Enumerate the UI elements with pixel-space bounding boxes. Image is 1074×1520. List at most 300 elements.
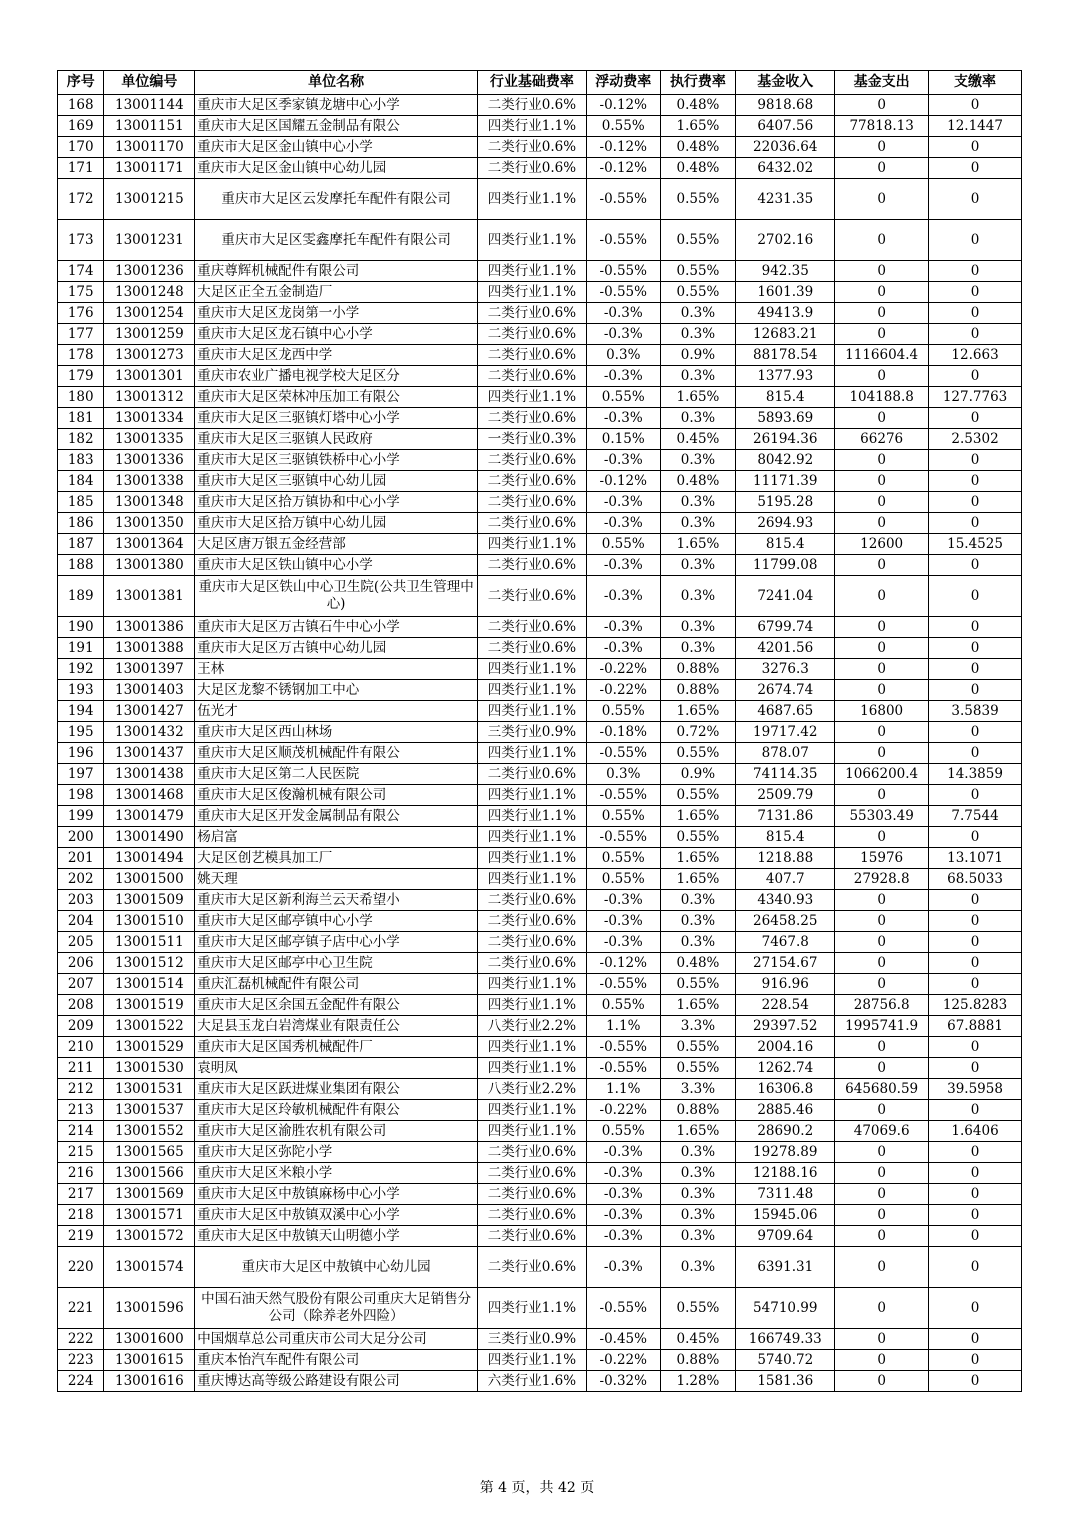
table-cell: 0.3% (660, 555, 736, 576)
table-cell: 6391.31 (736, 1247, 835, 1288)
table-row (58, 366, 1022, 387)
header-cell: 单位名称 (195, 71, 478, 95)
table-cell: -0.55% (586, 179, 660, 220)
table-cell: -0.55% (586, 282, 660, 303)
table-cell: 四类行业1.1% (477, 387, 586, 408)
table-cell: 四类行业1.1% (477, 220, 586, 261)
table-cell: 二类行业0.6% (477, 911, 586, 932)
table-cell: 166749.33 (736, 1329, 835, 1350)
table-cell: -0.55% (586, 1288, 660, 1329)
table-cell: 13001236 (104, 261, 195, 282)
table-cell: 重庆市大足区中敖镇天山明德小学 (195, 1226, 478, 1247)
table-cell: -0.32% (586, 1371, 660, 1392)
table-cell: 208 (58, 995, 104, 1016)
table-cell: 重庆博达高等级公路建设有限公司 (195, 1371, 478, 1392)
table-cell: 二类行业0.6% (477, 408, 586, 429)
table-cell: 0.55% (586, 534, 660, 555)
table-cell: 8042.92 (736, 450, 835, 471)
table-cell: 四类行业1.1% (477, 785, 586, 806)
table-cell: 0.88% (660, 1100, 736, 1121)
table-cell: 0 (835, 1205, 929, 1226)
table-cell: 1601.39 (736, 282, 835, 303)
table-row (58, 1184, 1022, 1205)
table-cell: 1.65% (660, 995, 736, 1016)
table-cell: 1.65% (660, 116, 736, 137)
table-cell: 重庆市大足区余国五金配件有限公 (195, 995, 478, 1016)
table-cell: 55303.49 (835, 806, 929, 827)
table-cell: 185 (58, 492, 104, 513)
table-cell: 0 (929, 953, 1022, 974)
table-cell: 13001350 (104, 513, 195, 534)
table-cell: 13001566 (104, 1163, 195, 1184)
table-cell: 袁明凤 (195, 1058, 478, 1079)
table-cell: 四类行业1.1% (477, 116, 586, 137)
table-cell: 0.55% (660, 743, 736, 764)
table-cell: 13001254 (104, 303, 195, 324)
table-cell: 0 (835, 450, 929, 471)
table-cell: 0.55% (660, 827, 736, 848)
table-cell: 0.55% (660, 974, 736, 995)
table-cell: 重庆市大足区西山林场 (195, 722, 478, 743)
table-cell: 174 (58, 261, 104, 282)
table-cell: 重庆市大足区米粮小学 (195, 1163, 478, 1184)
table-cell: -0.55% (586, 220, 660, 261)
table-cell: 四类行业1.1% (477, 534, 586, 555)
table-cell: 5740.72 (736, 1350, 835, 1371)
table-cell: 二类行业0.6% (477, 324, 586, 345)
table-cell: 13.1071 (929, 848, 1022, 869)
table-cell: 177 (58, 324, 104, 345)
table-cell: 11171.39 (736, 471, 835, 492)
table-cell: 2509.79 (736, 785, 835, 806)
table-cell: 195 (58, 722, 104, 743)
table-cell: -0.22% (586, 659, 660, 680)
table-cell: 13001388 (104, 638, 195, 659)
table-cell: 二类行业0.6% (477, 366, 586, 387)
table-cell: 0.48% (660, 137, 736, 158)
table-cell: 13001231 (104, 220, 195, 261)
table-cell: 13001215 (104, 179, 195, 220)
table-cell: 重庆市大足区中敖镇麻杨中心小学 (195, 1184, 478, 1205)
table-cell: 0 (835, 158, 929, 179)
table-cell: 13001301 (104, 366, 195, 387)
table-cell: 0 (929, 555, 1022, 576)
table-row (58, 261, 1022, 282)
table-cell: 0.55% (586, 848, 660, 869)
table-cell: 39.5958 (929, 1079, 1022, 1100)
table-row (58, 932, 1022, 953)
table-cell: 1995741.9 (835, 1016, 929, 1037)
table-cell: -0.3% (586, 1142, 660, 1163)
table-cell: 7467.8 (736, 932, 835, 953)
table-cell: 88178.54 (736, 345, 835, 366)
table-cell: -0.3% (586, 513, 660, 534)
table-cell: 0 (929, 1163, 1022, 1184)
table-cell: 213 (58, 1100, 104, 1121)
table-cell: 13001171 (104, 158, 195, 179)
table-row (58, 701, 1022, 722)
table-cell: 168 (58, 95, 104, 116)
table-cell: 1.65% (660, 701, 736, 722)
table-cell: 13001616 (104, 1371, 195, 1392)
table-cell: 77818.13 (835, 116, 929, 137)
table-cell: 0 (929, 137, 1022, 158)
table-cell: 姚天理 (195, 869, 478, 890)
table-cell: -0.18% (586, 722, 660, 743)
table-cell: 1581.36 (736, 1371, 835, 1392)
table-cell: 重庆市大足区龙岗第一小学 (195, 303, 478, 324)
table-cell: 942.35 (736, 261, 835, 282)
table-cell: 204 (58, 911, 104, 932)
table-cell: 183 (58, 450, 104, 471)
table-cell: 大足区正全五金制造厂 (195, 282, 478, 303)
table-cell: 13001529 (104, 1037, 195, 1058)
table-row (58, 827, 1022, 848)
table-cell: 重庆市大足区俊瀚机械有限公司 (195, 785, 478, 806)
table-cell: 1262.74 (736, 1058, 835, 1079)
table-cell: 三类行业0.9% (477, 722, 586, 743)
table-cell: 49413.9 (736, 303, 835, 324)
table-cell: 重庆市大足区雯鑫摩托车配件有限公司 (195, 220, 478, 261)
table-cell: 0 (929, 974, 1022, 995)
table-cell: 0 (835, 617, 929, 638)
table-cell: 四类行业1.1% (477, 282, 586, 303)
table-body (58, 95, 1022, 1392)
table-cell: -0.3% (586, 450, 660, 471)
table-row (58, 408, 1022, 429)
table-cell: 1.65% (660, 806, 736, 827)
table-cell: 二类行业0.6% (477, 1184, 586, 1205)
table-row (58, 1205, 1022, 1226)
table-cell: 13001494 (104, 848, 195, 869)
table-cell: -0.12% (586, 158, 660, 179)
table-cell: 4687.65 (736, 701, 835, 722)
table-cell: 12.663 (929, 345, 1022, 366)
table-cell: 212 (58, 1079, 104, 1100)
table-cell: 1.65% (660, 387, 736, 408)
header-cell: 单位编号 (104, 71, 195, 95)
table-cell: 2674.74 (736, 680, 835, 701)
table-cell: 7241.04 (736, 576, 835, 617)
table-cell: 9818.68 (736, 95, 835, 116)
table-cell: 0 (929, 95, 1022, 116)
table-row (58, 345, 1022, 366)
table-cell: 重庆市大足区金山镇中心小学 (195, 137, 478, 158)
table-cell: 二类行业0.6% (477, 764, 586, 785)
table-row (58, 1037, 1022, 1058)
table-cell: 221 (58, 1288, 104, 1329)
table-cell: 12683.21 (736, 324, 835, 345)
table-row (58, 450, 1022, 471)
table-cell: 重庆市大足区中敖镇双溪中心小学 (195, 1205, 478, 1226)
table-cell: 重庆市大足区开发金属制品有限公 (195, 806, 478, 827)
table-cell: 13001386 (104, 617, 195, 638)
table-cell: 0 (929, 303, 1022, 324)
table-row (58, 576, 1022, 617)
table-cell: -0.55% (586, 827, 660, 848)
table-cell: 重庆市大足区金山镇中心幼儿园 (195, 158, 478, 179)
table-cell: 182 (58, 429, 104, 450)
table-cell: 127.7763 (929, 387, 1022, 408)
table-cell: 7311.48 (736, 1184, 835, 1205)
table-cell: 0.3% (586, 345, 660, 366)
table-cell: 0 (835, 513, 929, 534)
table-cell: 二类行业0.6% (477, 513, 586, 534)
table-cell: 重庆市大足区龙石镇中心小学 (195, 324, 478, 345)
table-cell: 220 (58, 1247, 104, 1288)
table-cell: 13001490 (104, 827, 195, 848)
table-cell: 68.5033 (929, 869, 1022, 890)
table-cell: 0 (929, 324, 1022, 345)
table-cell: 13001338 (104, 471, 195, 492)
table-cell: -0.22% (586, 1100, 660, 1121)
table-cell: 0 (835, 220, 929, 261)
table-cell: 13001569 (104, 1184, 195, 1205)
table-cell: 200 (58, 827, 104, 848)
table-cell: 13001509 (104, 890, 195, 911)
table-cell: 0 (835, 492, 929, 513)
table-row (58, 220, 1022, 261)
table-cell: 0 (835, 261, 929, 282)
table-cell: 13001248 (104, 282, 195, 303)
table-cell: 9709.64 (736, 1226, 835, 1247)
table-cell: 0 (835, 785, 929, 806)
table-cell: 二类行业0.6% (477, 1163, 586, 1184)
table-cell: 201 (58, 848, 104, 869)
table-row (58, 1371, 1022, 1392)
table-cell: 815.4 (736, 534, 835, 555)
table-cell: 二类行业0.6% (477, 95, 586, 116)
table-cell: 0.48% (660, 471, 736, 492)
table-cell: 0.9% (660, 764, 736, 785)
table-cell: 215 (58, 1142, 104, 1163)
table-cell: 169 (58, 116, 104, 137)
table-cell: 13001336 (104, 450, 195, 471)
table-cell: -0.3% (586, 911, 660, 932)
table-cell: 211 (58, 1058, 104, 1079)
table-row (58, 995, 1022, 1016)
table-cell: 0 (835, 555, 929, 576)
table-cell: 0 (835, 680, 929, 701)
table-cell: 八类行业2.2% (477, 1016, 586, 1037)
table-cell: 重庆市大足区三驱镇人民政府 (195, 429, 478, 450)
table-cell: 0 (835, 638, 929, 659)
table-cell: 13001364 (104, 534, 195, 555)
table-cell: -0.3% (586, 1205, 660, 1226)
table-cell: 0 (929, 617, 1022, 638)
data-table (57, 70, 1022, 1392)
table-row (58, 1288, 1022, 1329)
table-cell: 13001531 (104, 1079, 195, 1100)
table-row (58, 534, 1022, 555)
table-cell: 二类行业0.6% (477, 1226, 586, 1247)
table-cell: 四类行业1.1% (477, 261, 586, 282)
table-cell: -0.55% (586, 1058, 660, 1079)
table-cell: 重庆市大足区弥陀小学 (195, 1142, 478, 1163)
table-cell: 2694.93 (736, 513, 835, 534)
table-cell: 916.96 (736, 974, 835, 995)
table-cell: 11799.08 (736, 555, 835, 576)
table-cell: 四类行业1.1% (477, 848, 586, 869)
table-cell: 1.65% (660, 534, 736, 555)
table-cell: 0 (835, 890, 929, 911)
table-cell: 13001512 (104, 953, 195, 974)
table-cell: 104188.8 (835, 387, 929, 408)
table-cell: 0.45% (660, 429, 736, 450)
table-cell: 3.3% (660, 1016, 736, 1037)
table-row (58, 638, 1022, 659)
table-cell: 0 (929, 1037, 1022, 1058)
table-cell: 四类行业1.1% (477, 1058, 586, 1079)
table-cell: 中国石油天然气股份有限公司重庆大足销售分公司（除养老外四险） (195, 1288, 478, 1329)
table-cell: 224 (58, 1371, 104, 1392)
table-row (58, 1142, 1022, 1163)
table-cell: 0 (835, 324, 929, 345)
table-cell: 0.55% (586, 1121, 660, 1142)
table-cell: 0 (929, 282, 1022, 303)
table-cell: 0 (929, 1226, 1022, 1247)
table-cell: 二类行业0.6% (477, 158, 586, 179)
table-cell: 0 (929, 743, 1022, 764)
table-cell: 67.8881 (929, 1016, 1022, 1037)
table-cell: 27928.8 (835, 869, 929, 890)
table-cell: 13001144 (104, 95, 195, 116)
page-footer: 第 4 页，共 42 页 (479, 1480, 595, 1496)
table-cell: 0.55% (586, 995, 660, 1016)
table-cell: 二类行业0.6% (477, 953, 586, 974)
table-cell: 四类行业1.1% (477, 827, 586, 848)
table-cell: 202 (58, 869, 104, 890)
table-cell: 26458.25 (736, 911, 835, 932)
table-cell: -0.3% (586, 1226, 660, 1247)
table-cell: 0 (929, 471, 1022, 492)
table-cell: 四类行业1.1% (477, 974, 586, 995)
table-cell: -0.3% (586, 932, 660, 953)
table-cell: 13001259 (104, 324, 195, 345)
table-cell: 0 (929, 261, 1022, 282)
table-cell: 13001565 (104, 1142, 195, 1163)
table-cell: 0 (835, 282, 929, 303)
table-cell: 0.55% (660, 282, 736, 303)
table-cell: 4231.35 (736, 179, 835, 220)
table-cell: 二类行业0.6% (477, 492, 586, 513)
table-cell: 0 (835, 366, 929, 387)
table-cell: 0 (835, 1371, 929, 1392)
table-cell: 228.54 (736, 995, 835, 1016)
table-cell: 0.9% (660, 345, 736, 366)
table-cell: 一类行业0.3% (477, 429, 586, 450)
table-cell: 0.55% (660, 220, 736, 261)
table-cell: 13001511 (104, 932, 195, 953)
table-cell: 0 (835, 408, 929, 429)
table-cell: 二类行业0.6% (477, 137, 586, 158)
table-cell: 14.3859 (929, 764, 1022, 785)
table-cell: 207 (58, 974, 104, 995)
table-cell: 0.3% (660, 1163, 736, 1184)
table-cell: 0 (835, 1350, 929, 1371)
table-cell: -0.12% (586, 953, 660, 974)
table-row (58, 513, 1022, 534)
table-cell: 407.7 (736, 869, 835, 890)
table-cell: 重庆市大足区国耀五金制品有限公 (195, 116, 478, 137)
table-cell: 4201.56 (736, 638, 835, 659)
table-cell: 645680.59 (835, 1079, 929, 1100)
table-cell: -0.12% (586, 137, 660, 158)
table-row (58, 1350, 1022, 1371)
table-cell: -0.12% (586, 95, 660, 116)
table-cell: 13001381 (104, 576, 195, 617)
table-cell: 二类行业0.6% (477, 617, 586, 638)
table-cell: 重庆市大足区荣林冲压加工有限公 (195, 387, 478, 408)
table-cell: 13001537 (104, 1100, 195, 1121)
table-cell: 大足县玉龙白岩湾煤业有限责任公 (195, 1016, 478, 1037)
table-cell: 0 (929, 408, 1022, 429)
table-cell: -0.3% (586, 576, 660, 617)
table-cell: 28690.2 (736, 1121, 835, 1142)
table-cell: 中国烟草总公司重庆市公司大足分公司 (195, 1329, 478, 1350)
table-row (58, 848, 1022, 869)
table-cell: 187 (58, 534, 104, 555)
table-cell: 13001151 (104, 116, 195, 137)
table-cell: 0 (835, 1142, 929, 1163)
table-cell: 0 (835, 1329, 929, 1350)
table-cell: 197 (58, 764, 104, 785)
table-cell: 199 (58, 806, 104, 827)
table-cell: 13001438 (104, 764, 195, 785)
table-cell: 重庆市大足区第二人民医院 (195, 764, 478, 785)
table-cell: 13001312 (104, 387, 195, 408)
table-cell: 0 (835, 576, 929, 617)
table-cell: 0.3% (660, 450, 736, 471)
table-cell: 0 (835, 827, 929, 848)
table-cell: 1218.88 (736, 848, 835, 869)
table-cell: 180 (58, 387, 104, 408)
table-cell: 四类行业1.1% (477, 1100, 586, 1121)
table-cell: 0.55% (586, 806, 660, 827)
table-cell: 二类行业0.6% (477, 638, 586, 659)
table-cell: 0 (835, 974, 929, 995)
table-cell: 1.28% (660, 1371, 736, 1392)
table-cell: 0 (835, 303, 929, 324)
table-cell: 170 (58, 137, 104, 158)
table-row (58, 387, 1022, 408)
table-cell: 26194.36 (736, 429, 835, 450)
table-cell: 209 (58, 1016, 104, 1037)
table-cell: -0.22% (586, 1350, 660, 1371)
table-cell: 178 (58, 345, 104, 366)
table-cell: 2885.46 (736, 1100, 835, 1121)
table-cell: 0 (835, 1037, 929, 1058)
table-cell: 223 (58, 1350, 104, 1371)
table-cell: 0 (929, 659, 1022, 680)
table-cell: 王林 (195, 659, 478, 680)
table-cell: 大足区唐万银五金经营部 (195, 534, 478, 555)
table-cell: 3276.3 (736, 659, 835, 680)
table-row (58, 911, 1022, 932)
table-cell: 13001574 (104, 1247, 195, 1288)
table-cell: 0 (835, 722, 929, 743)
table-cell: -0.3% (586, 890, 660, 911)
table-cell: 0.48% (660, 953, 736, 974)
table-cell: -0.3% (586, 1184, 660, 1205)
table-row (58, 617, 1022, 638)
table-cell: 0.55% (586, 387, 660, 408)
table-row (58, 95, 1022, 116)
table-cell: 0 (929, 1184, 1022, 1205)
table-cell: 19717.42 (736, 722, 835, 743)
table-cell: 22036.64 (736, 137, 835, 158)
table-cell: 0.3% (660, 911, 736, 932)
